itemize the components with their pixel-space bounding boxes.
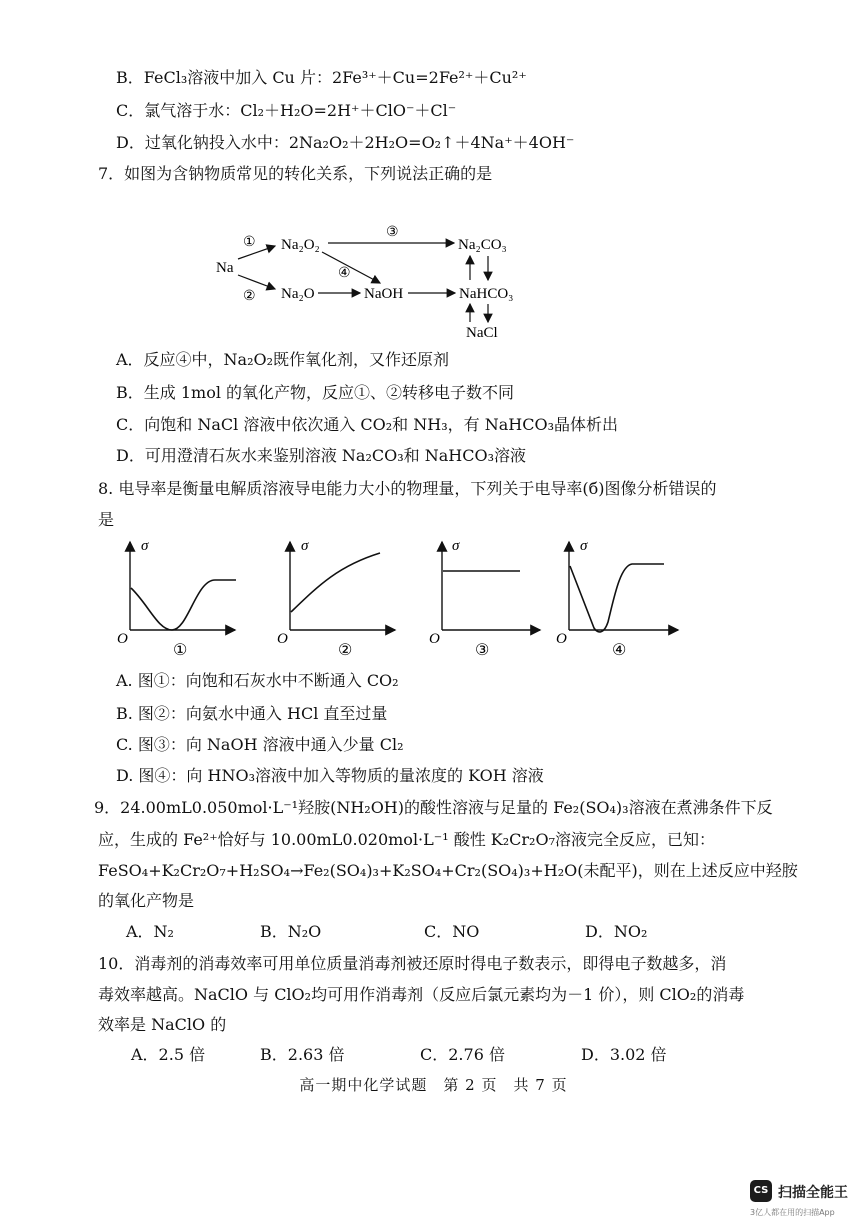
q10-option-d: D．3.02 倍 — [581, 1045, 667, 1064]
q8-option-b: B. 图②：向氨水中通入 HCl 直至过量 — [116, 704, 388, 723]
graph-3 — [429, 538, 540, 659]
diagram-na: Na — [216, 260, 234, 276]
graph-4-curve — [570, 564, 664, 632]
diagram-naoh: NaOH — [364, 286, 404, 302]
scanner-badge — [750, 1180, 860, 1220]
scanner-tagline: 3亿人都在用的扫描App — [750, 1208, 835, 1217]
q9-option-a: A．N₂ — [126, 922, 174, 941]
diagram-reaction-1: ① — [243, 235, 256, 250]
graph-3-label: ③ — [475, 642, 490, 659]
graph-2-sigma: σ — [301, 538, 309, 554]
q10-option-c: C．2.76 倍 — [420, 1045, 505, 1064]
q7-option-d: D．可用澄清石灰水来鉴别溶液 Na₂CO₃和 NaHCO₃溶液 — [116, 446, 526, 465]
q10-line2: 毒效率越高。NaClO 与 ClO₂均可用作消毒剂（反应后氯元素均为－1 价），则 ClO₂的消毒 — [98, 985, 745, 1004]
graph-4 — [556, 538, 678, 659]
q10-line1: 10．消毒剂的消毒效率可用单位质量消毒剂被还原时得电子数表示，即得电子数越多，消 — [98, 954, 727, 973]
q9-option-c: C．NO — [424, 922, 480, 941]
graph-2 — [277, 538, 395, 659]
q8-option-a: A. 图①：向饱和石灰水中不断通入 CO₂ — [116, 671, 399, 690]
q9-line1: 9．24.00mL0.050mol·L⁻¹羟胺(NH₂OH)的酸性溶液与足量的 Fe₂(SO₄)₃溶液在煮沸条件下反 — [94, 798, 773, 817]
arrow-na2o2-to-naoh — [322, 252, 380, 283]
graph-3-origin: O — [429, 631, 440, 647]
q10-line3: 效率是 NaClO 的 — [98, 1015, 227, 1034]
q9-line2: 应，生成的 Fe²⁺恰好与 10.00mL0.020mol·L⁻¹ 酸性 K₂Cr₂O₇溶液完全反应，已知： — [98, 830, 716, 849]
q6-option-b: B．FeCl₃溶液中加入 Cu 片：2Fe³⁺＋Cu=2Fe²⁺＋Cu²⁺ — [116, 68, 527, 87]
q6-option-c: C．氯气溶于水：Cl₂＋H₂O=2H⁺＋ClO⁻＋Cl⁻ — [116, 101, 457, 120]
page-footer: 高一期中化学试题 第 2 页 共 7 页 — [299, 1076, 568, 1094]
graph-1-label: ① — [173, 642, 188, 659]
q8-stem-line1: 8. 电导率是衡量电解质溶液导电能力大小的物理量，下列关于电导率(б)图像分析错误的 — [98, 479, 717, 498]
arrow-na-to-na2o — [238, 275, 275, 289]
diagram-na2o: Na₂O — [281, 286, 315, 302]
scanner-app-name: 扫描全能王 — [778, 1185, 848, 1201]
q7-option-b: B．生成 1mol 的氧化产物，反应①、②转移电子数不同 — [116, 383, 515, 402]
q8-option-d: D. 图④：向 HNO₃溶液中加入等物质的量浓度的 KOH 溶液 — [116, 766, 544, 785]
graph-1-curve — [131, 580, 236, 630]
q9-option-b: B．N₂O — [260, 922, 322, 941]
graph-2-curve — [291, 553, 380, 612]
graph-3-sigma: σ — [452, 538, 460, 554]
cs-logo-icon: CS — [750, 1180, 772, 1202]
diagram-nacl: NaCl — [466, 325, 498, 341]
q7-option-c: C．向饱和 NaCl 溶液中依次通入 CO₂和 NH₃，有 NaHCO₃晶体析出 — [116, 415, 618, 434]
diagram-reaction-3: ③ — [386, 225, 399, 240]
graph-4-origin: O — [556, 631, 567, 647]
graph-1-sigma: σ — [141, 538, 149, 554]
q7-sodium-diagram — [205, 218, 545, 348]
graph-4-sigma: σ — [580, 538, 588, 554]
graph-2-label: ② — [338, 642, 353, 659]
graph-4-label: ④ — [612, 642, 627, 659]
q8-option-c: C. 图③：向 NaOH 溶液中通入少量 Cl₂ — [116, 735, 404, 754]
diagram-na2o2: Na₂O₂ — [281, 237, 320, 253]
graph-2-origin: O — [277, 631, 288, 647]
diagram-na2co3: Na₂CO₃ — [458, 237, 507, 253]
graph-1 — [117, 538, 236, 659]
q10-option-b: B．2.63 倍 — [260, 1045, 345, 1064]
graph-1-origin: O — [117, 631, 128, 647]
q9-line3: FeSO₄+K₂Cr₂O₇+H₂SO₄→Fe₂(SO₄)₃+K₂SO₄+Cr₂(SO₄)₃+H₂O(未配平)，则在上述反应中羟胺 — [98, 861, 798, 880]
diagram-reaction-2: ② — [243, 289, 256, 304]
diagram-nahco3: NaHCO₃ — [459, 286, 514, 302]
q9-option-d: D．NO₂ — [585, 922, 648, 941]
q7-option-a: A．反应④中，Na₂O₂既作氧化剂，又作还原剂 — [116, 350, 450, 369]
q8-conductivity-graphs — [110, 528, 700, 663]
diagram-reaction-4: ④ — [338, 266, 351, 281]
q7-stem: 7．如图为含钠物质常见的转化关系，下列说法正确的是 — [98, 164, 493, 183]
q8-stem-line2: 是 — [98, 510, 115, 529]
q6-option-d: D．过氧化钠投入水中：2Na₂O₂＋2H₂O=O₂↑＋4Na⁺＋4OH⁻ — [116, 133, 575, 152]
q10-option-a: A．2.5 倍 — [131, 1045, 206, 1064]
q9-line4: 的氧化产物是 — [98, 891, 195, 910]
